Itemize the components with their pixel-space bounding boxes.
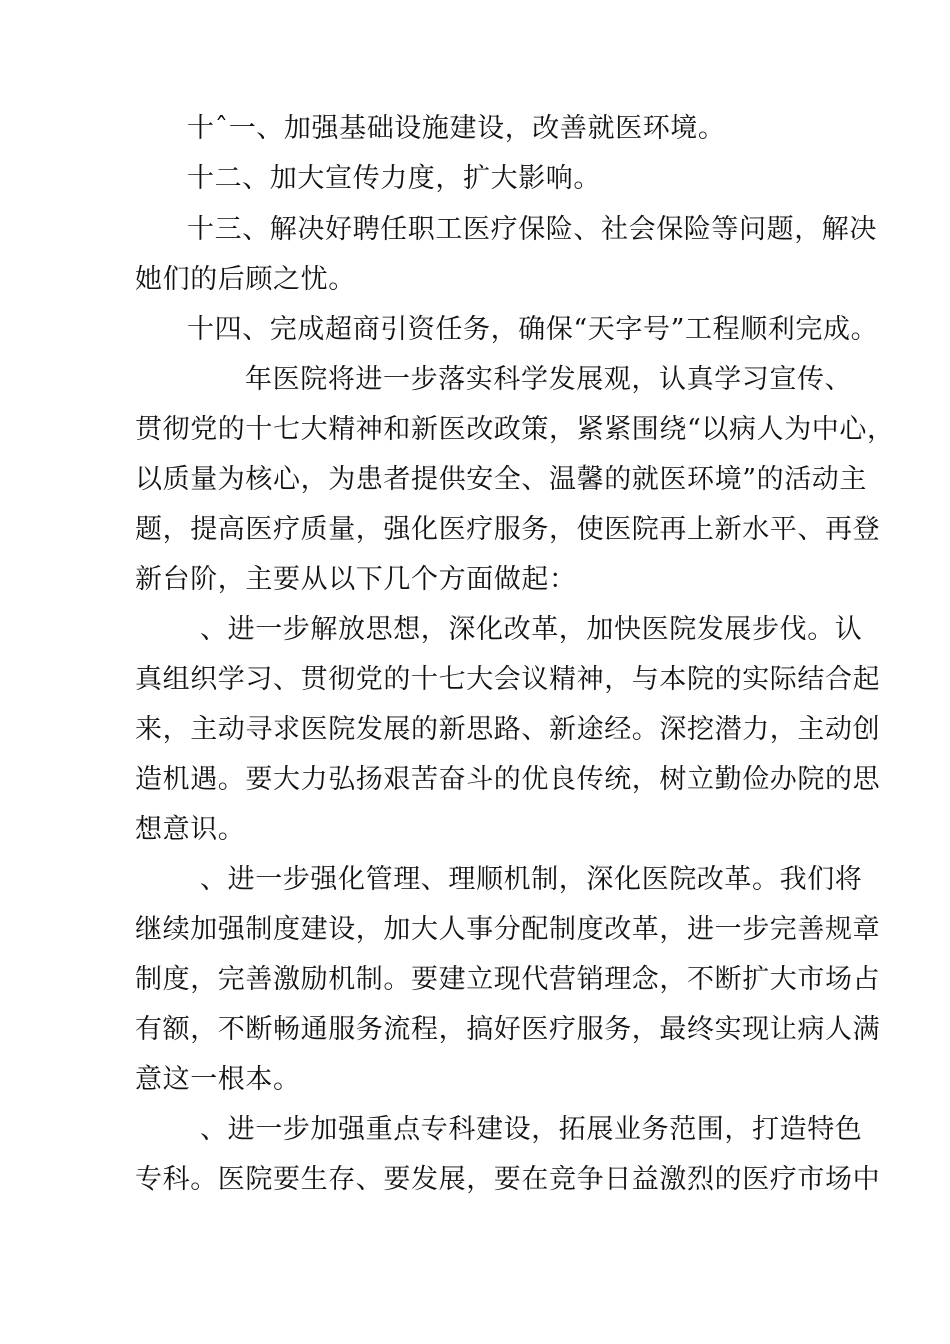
text-line-18: 制度，完善激励机制。要建立现代营销理念，不断扩大市场占: [135, 964, 881, 995]
text-line-14: 造机遇。要大力弘扬艰苦奋斗的优良传统，树立勤俭办院的思: [135, 764, 881, 795]
text-line-16: 、进一步强化管理、理顺机制，深化医院改革。我们将: [200, 864, 863, 895]
text-line-10: 新台阶，主要从以下几个方面做起：: [135, 564, 577, 595]
text-line-12: 真组织学习、贯彻党的十七大会议精神，与本院的实际结合起: [135, 664, 881, 695]
text-line-7: 贯彻党的十七大精神和新医改政策，紧紧围绕“以病人为中心，: [135, 414, 895, 445]
text-line-9: 题，提高医疗质量，强化医疗服务，使医院再上新水平、再登: [135, 514, 881, 545]
text-line-5: 十四、完成超商引资任务，确保“天字号”工程顺利完成。: [187, 314, 879, 345]
text-line-6: 年医院将进一步落实科学发展观，认真学习宣传、: [245, 364, 853, 395]
text-line-19: 有额，不断畅通服务流程，搞好医疗服务，最终实现让病人满: [135, 1014, 881, 1045]
text-line-13: 来，主动寻求医院发展的新思路、新途经。深挖潜力，主动创: [135, 714, 881, 745]
text-line-21: 、进一步加强重点专科建设，拓展业务范围，打造特色: [200, 1114, 863, 1145]
text-line-1: 十ˆ一、加强基础设施建设，改善就医环境。: [187, 113, 726, 144]
text-line-11: 、进一步解放思想，深化改革，加快医院发展步伐。认: [200, 614, 863, 645]
text-line-15: 想意识。: [135, 814, 246, 845]
text-line-20: 意这一根本。: [135, 1064, 301, 1095]
text-line-2: 十二、加大宣传力度，扩大影响。: [187, 163, 601, 194]
text-line-8: 以质量为核心，为患者提供安全、温馨的就医环境”的活动主: [135, 464, 868, 495]
text-line-22: 专科。医院要生存、要发展，要在竞争日益激烈的医疗市场中: [135, 1164, 881, 1195]
text-line-4: 她们的后顾之忧。: [135, 264, 356, 295]
text-line-17: 继续加强制度建设，加大人事分配制度改革，进一步完善规章: [135, 914, 881, 945]
text-line-3: 十三、解决好聘任职工医疗保险、社会保险等问题，解决: [187, 214, 877, 245]
